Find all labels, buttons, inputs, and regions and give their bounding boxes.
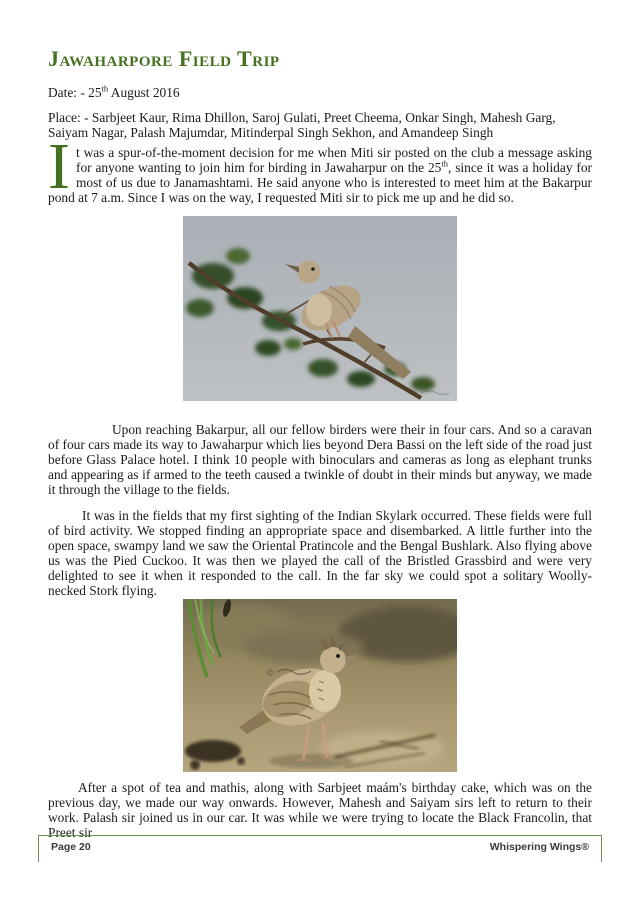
paragraph-intro xyxy=(48,130,592,205)
paragraph-intro-text-2: , since it was a holiday for most of us due to Janamashtami. He said anyone who is interested to meet him at the Bakarpur pond at 7 a.m. Since I was on the way, I requested Miti sir to pick me up and he did so. xyxy=(48,160,592,205)
date-line xyxy=(48,85,592,100)
photo1-illustration xyxy=(183,216,457,401)
date-text-suffix: August 2016 xyxy=(108,85,180,100)
paragraph-3: It was in the fields that my first sighting of the Indian Skylark occurred. These fields were full of bird activity. We stopped finding an appropriate space and disembarked. A little further into the open space, swampy land we saw the Oriental Pratincole and the Bengal Bushlark. Also flying above us was the Pied Cuckoo. It was then we played the call of the Bristled Grassbird and were very delighted to see it when it responded to the call. In the far sky we could spot a solitary Woolly-necked Stork flying. xyxy=(48,508,592,598)
paragraph-4: After a spot of tea and mathis, along with Sarbjeet maám's birthday cake, which was on the previous day, we made our way onwards. However, Mahesh and Saiyam sirs left to return to their work. Palash sir joined us in our car. It was while we were trying to locate the Black Francolin, that Preet sir xyxy=(48,780,592,840)
svg-text:©: © xyxy=(411,389,417,398)
paragraph-intro-superscript: th xyxy=(441,158,448,169)
date-superscript: th xyxy=(101,83,109,94)
page-title: Jawaharpore Field Trip xyxy=(48,46,280,71)
crested-lark-on-ground-photo xyxy=(183,599,457,772)
page-footer xyxy=(38,835,602,862)
drop-cap: I xyxy=(48,130,70,203)
date-text: Date: - 25 xyxy=(48,85,102,100)
paragraph-intro-text-1: t was a spur-of-the-moment decision for me when Miti sir posted on the club a message asking for anyone wanting to join him for birding in Jawaharpur on the 25 xyxy=(75,145,592,175)
svg-text:©: © xyxy=(267,668,274,678)
bird-on-acacia-branch-photo xyxy=(183,216,457,401)
brand-label: Whispering Wings® xyxy=(489,841,589,853)
place-line: Place: - Sarbjeet Kaur, Rima Dhillon, Saroj Gulati, Preet Cheema, Onkar Singh, Mahesh Garg, Saiyam Nagar, Palash Majumdar, Mitinderpal Singh Sekhon, and Amandeep Singh xyxy=(48,110,556,140)
bird-shadow xyxy=(269,754,353,768)
photo2-illustration xyxy=(183,599,457,772)
page-number: Page 20 xyxy=(51,841,91,853)
paragraph-2: Upon reaching Bakarpur, all our fellow birders were their in four cars. And so a caravan of four cars made its way to Jawaharpur which lies beyond Dera Bassi on the left side of the road just before Glass Palace hotel. I think 10 people with binoculars and cameras as long as elephant trunks and appearing as if armed to the teeth caused a twinkle of doubt in their minds but anyway, we made it through the village to the fields. xyxy=(48,422,592,497)
